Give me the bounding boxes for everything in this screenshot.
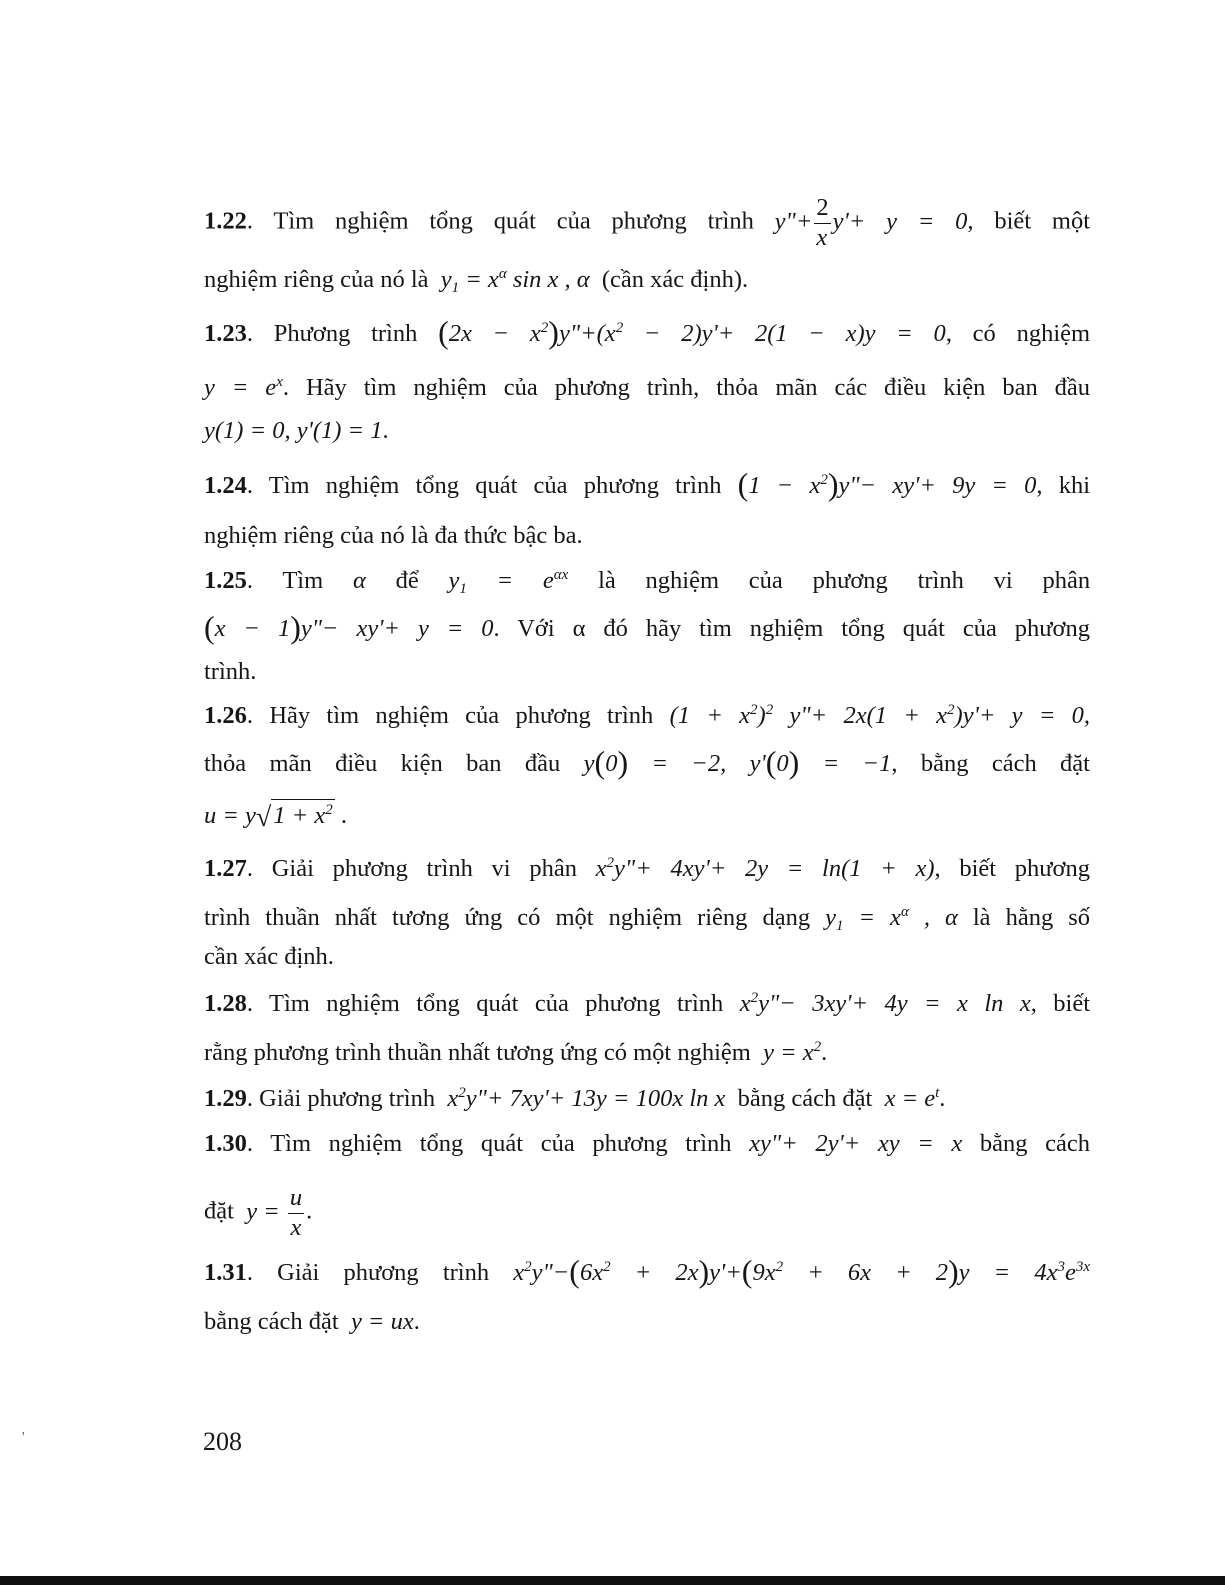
equation: $y_1 = e^{\alpha x}$ (448, 567, 569, 597)
equation: xy"+ 2y'+ xy = x (749, 1130, 963, 1157)
exercise-number: 1.29 (204, 1085, 247, 1112)
exercise-number: 1.30 (204, 1130, 247, 1157)
exercise-1-25-line-3: trình. (204, 658, 257, 685)
exercise-1-24-line-1: 1.24. Tìm nghiệm tổng quát của phương trình $(1 - x^2)y"- xy'+ 9y = 0$, khi (204, 466, 1091, 502)
equation: $x = e^t$ (884, 1085, 940, 1112)
equation: $(1 + x^2)^2$ y"+ $2x(1 + x^2)y'+ y = 0$, (669, 702, 1091, 729)
exercise-1-27-line-3: cần xác định. (204, 943, 334, 970)
equation: $u = y√1 + x^2$ (204, 802, 335, 829)
equation: y"+ $\frac{2}{x}$ y'+ y = 0 (774, 194, 968, 251)
exercise-1-22-line-1: 1.22. Tìm nghiệm tổng quát của phương trình y"+ $\frac{2}{x}$ y'+ y = 0, biết một (204, 194, 1091, 251)
equation: $x^2y"+ 7xy'+ 13y = 100x$ ln x (447, 1085, 726, 1112)
margin-mark: ' (22, 1430, 25, 1445)
exercise-1-25-line-2: (x − 1)y"− xy'+ y = 0. Với α đó hãy tìm nghiệm tổng quát của phương (204, 609, 1091, 645)
exercise-1-27-line-2: trình thuần nhất tương ứng có một nghiệm riêng dạng $y_1 = x^\alpha$ , α là hằng số (204, 904, 1091, 934)
exercise-number: 1.27 (204, 855, 247, 882)
exercise-1-28-line-1: 1.28. Tìm nghiệm tổng quát của phương trình $x^2y"- 3xy'+ 4y = x$ ln x, biết (204, 990, 1091, 1017)
equation: $(2x - x^2)y"+(x^2 - 2)y'+ 2(1 - x)y = 0$ (438, 314, 946, 350)
exercise-1-26-line-1: 1.26. Hãy tìm nghiệm của phương trình $(1 + x^2)^2$ y"+ $2x(1 + x^2)y'+ y = 0$, (204, 702, 1091, 729)
exercise-1-28-line-2: rằng phương trình thuần nhất tương ứng có một nghiệm $y = x^2$. (204, 1039, 828, 1066)
equation: $y_1 = x^\alpha$ , α (825, 904, 958, 934)
exercise-1-29-line-1: 1.29. Giải phương trình $x^2y"+ 7xy'+ 13y = 100x$ ln x bằng cách đặt $x = e^t$. (204, 1085, 946, 1112)
equation: y = ux (350, 1308, 414, 1335)
equation: $x^2y"- 3xy'+ 4y = x$ ln x (739, 990, 1031, 1017)
exercise-1-26-line-2: thỏa mãn điều kiện ban đầu y(0) = −2, y'(0) = −1, bằng cách đặt (204, 744, 1090, 780)
exercise-1-24-line-2: nghiệm riêng của nó là đa thức bậc ba. (204, 522, 583, 549)
exercise-number: 1.25 (204, 567, 247, 594)
scan-bottom-edge (0, 1576, 1225, 1585)
exercise-1-23-line-2: $y = e^x$. Hãy tìm nghiệm của phương trình, thỏa mãn các điều kiện ban đầu (204, 374, 1091, 401)
exercise-1-25-line-1: 1.25. Tìm α để $y_1 = e^{\alpha x}$ là nghiệm của phương trình vi phân (204, 567, 1091, 597)
equation: y(0) = −2, y'(0) = −1 (583, 744, 892, 780)
exercise-number: 1.26 (204, 702, 247, 729)
equation: $y = x^2$ (763, 1039, 822, 1066)
exercise-1-30-line-2: đặt y = $\frac{u}{x}$ . (204, 1184, 313, 1241)
equation: $y_1 = x^\alpha$ sin x , α (440, 266, 590, 296)
exercise-number: 1.31 (204, 1259, 247, 1286)
equation: $(1 - x^2)y"- xy'+ 9y = 0$ (737, 466, 1037, 502)
exercise-1-31-line-2: bằng cách đặt y = ux. (204, 1308, 420, 1335)
exercise-1-22-line-2: nghiệm riêng của nó là $y_1 = x^\alpha$ sin x , α (cần xác định). (204, 266, 749, 296)
equation: $y = e^x$ (204, 374, 283, 401)
exercise-1-26-line-3: $u = y√1 + x^2$ . (204, 800, 1090, 832)
equation: y = $\frac{u}{x}$ (246, 1184, 303, 1241)
exercise-1-23-line-1: 1.23. Phương trình $(2x - x^2)y"+(x^2 - 2)y'+ 2(1 - x)y = 0$, có nghiệm (204, 314, 1091, 350)
equation: y(1) = 0, y'(1) = 1 (204, 417, 383, 444)
equation: $x^2y"-(6x^2 + 2x)y'+(9x^2 + 6x + 2)y = 4x^3e^{3x}$ (513, 1253, 1090, 1289)
exercise-number: 1.28 (204, 990, 247, 1017)
page-number: 208 (203, 1427, 242, 1456)
exercise-1-27-line-1: 1.27. Giải phương trình vi phân $x^2y"+ 4xy'+ 2y = \ln(1 + x)$, biết phương (204, 855, 1091, 882)
equation: $x^2y"+ 4xy'+ 2y = \ln(1 + x)$ (595, 855, 935, 882)
exercise-1-30-line-1: 1.30. Tìm nghiệm tổng quát của phương trình xy"+ 2y'+ xy = x bằng cách (204, 1130, 1090, 1157)
exercise-number: 1.22 (204, 207, 247, 235)
exercise-number: 1.23 (204, 320, 247, 347)
exercise-1-23-line-3: y(1) = 0, y'(1) = 1. (204, 417, 389, 444)
exercise-1-31-line-1: 1.31. Giải phương trình $x^2y"-(6x^2 + 2x)y'+(9x^2 + 6x + 2)y = 4x^3e^{3x}$ (204, 1253, 1090, 1289)
exercise-number: 1.24 (204, 472, 247, 499)
equation: (x − 1)y"− xy'+ y = 0 (204, 609, 494, 645)
